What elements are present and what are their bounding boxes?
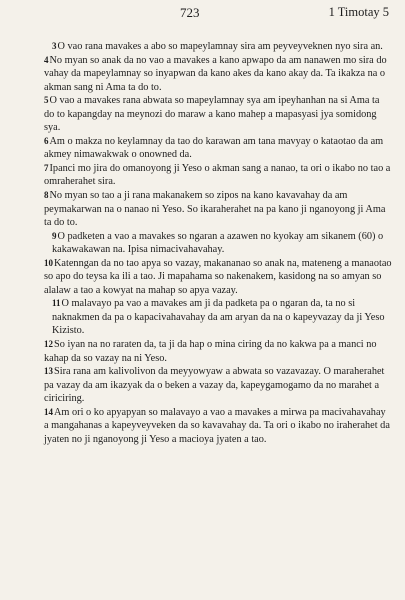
verse-text: Am ori o ko apyapyan so malavayo a vao a mavakes a mirwa pa macivahavahay a mangahanas a kapeyveyveken da so kavavahay da. Ta ori o ikabo no iraherahet da jyaten no ji nganoyong ji Yeso a macioya jyaten a tao. [44,406,390,445]
verse-number: 13 [44,366,53,377]
verse-number: 8 [44,190,49,201]
verse-number: 4 [44,54,49,65]
verse-text: No myan so anak da no vao a mavakes a kano apwapo da am nanawen mo sira do vahay da mapeylamnay so inyapwan da kano akes da kano akay da. Ta ikakza na o akman sang ni Ama ta do to. [44,54,387,93]
verse-6 [44,135,392,162]
verse-text: Katenngan da no tao apya so vazay, makananao so anak na, mateneng a manaotao so apo do teysa ka ili a tao. Ji mapahama so nakenakem, kasidong na so amyan so alalaw a tao a kowyat na mahap so apya vazay. [44,257,392,296]
verse-text: O vao a mavakes rana abwata so mapeylamnay sya am ipeyhanhan na si Ama ta do to kapangday na meynozi do maraw a kano mahep a mapasyasi jya somidong sya. [44,95,380,134]
verse-text: O malavayo pa vao a mavakes am ji da padketa pa o ngaran da, ta no si naknakmen da pa o kapacivahavahay da am aryan da na o kapeyvazay da ji Yeso Kizisto. [52,298,385,337]
verse-7 [44,162,392,189]
verse-text: No myan so tao a ji rana makanakem so zipos na kano kavavahay da am peymakarwan na o nanao ni Yeso. So ikaraherahet na pa kano ji nganoyong ji Ama ta do to. [44,190,386,229]
verse-number: 7 [44,162,49,173]
verse-14 [44,406,392,447]
verse-number: 14 [44,406,53,417]
verse-text: Am o makza no keylamnay da tao do karawan am tana mavyay o kataotao da am akmey nimawakwak o onowned da. [44,135,384,161]
verse-number: 6 [44,135,49,146]
verse-11 [44,297,392,338]
verse-8 [44,189,392,230]
verse-13 [44,365,392,406]
verse-4 [44,54,392,95]
verse-number: 11 [52,298,61,309]
verse-number: 3 [52,41,57,51]
running-head: 1 Timotay 5 [328,5,389,19]
verse-text: O padketen a vao a mavakes so ngaran a azawen no kyokay am sikanem (60) o kakawakawan na. Ipisa nimacivahavahay. [52,230,384,256]
page-header [0,0,405,22]
verse-number: 5 [44,95,49,106]
verse-text: O vao rana mavakes a abo so mapeylamnay sira am peyveyveknen nyo sira an. [57,41,383,52]
verse-5 [44,94,392,135]
verse-3 [44,40,392,54]
verse-number: 12 [44,339,53,350]
verse-text: Ipanci mo jira do omanoyong ji Yeso o akman sang a nanao, ta ori o ikabo no tao a omraherahet sira. [44,162,391,188]
verse-9 [44,230,392,257]
verse-10 [44,257,392,298]
verse-text: Sira rana am kalivolivon da meyyowyaw a abwata so vazavazay. O maraherahet pa vazay da am ikazyak da o beken a vazay da, kapeygamogamo da no marahet a ciriciring. [44,366,385,405]
verse-number: 10 [44,257,53,268]
verse-12 [44,338,392,365]
verse-text: So iyan na no raraten da, ta ji da hap o mina ciring da no kakwa pa a manci no kahap da so vazay na ni Yeso. [44,339,377,364]
scripture-text [44,40,392,446]
verse-number: 9 [52,230,57,241]
page-number: 723 [180,5,200,20]
